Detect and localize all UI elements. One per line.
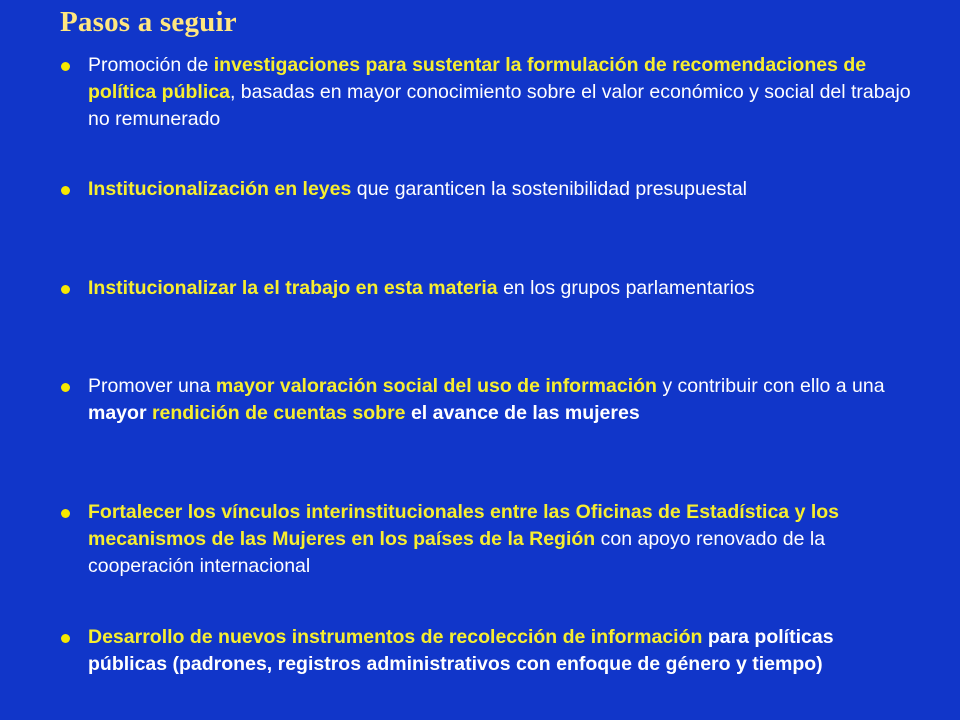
bullet-dot-icon [61,285,70,294]
bullet-item-2 [88,176,918,203]
bullet-item-6 [88,624,918,678]
segment: que garanticen la sostenibilidad presupuestal [351,178,748,200]
bullet-item-4 [88,373,918,427]
segment: , basadas en mayor conocimiento sobre el valor económico y social del trabajo no remunerado [88,81,911,130]
segment-highlight: Fortalecer los vínculos interinstitucionales entre las Oficinas de Estadística y los mecanismos de las Mujeres en los países de la Región [88,501,840,550]
bullet-dot-icon [61,383,70,392]
segment: Promoción de [88,54,214,76]
segment-bold: mayor [88,402,152,424]
segment-highlight: mayor valoración social del uso de información [215,375,657,397]
segment: con apoyo renovado de la cooperación internacional [88,528,826,577]
bullet-item-1 [88,52,918,133]
segment: y contribuir con ello a una [656,375,885,397]
segment-bold: para políticas públicas (padrones, registros administrativos con enfoque de género y tiempo) [88,626,834,675]
bullet-item-5 [88,499,918,580]
segment-highlight: Institucionalización en leyes [88,178,352,200]
segment-bold: el avance de las mujeres [405,402,640,424]
segment: en los grupos parlamentarios [497,277,755,299]
segment-highlight: Desarrollo de nuevos instrumentos de recolección de información [88,626,703,648]
segment: Promover una [88,375,216,397]
bullet-dot-icon [61,186,70,195]
bullet-dot-icon [61,634,70,643]
bullet-item-3 [88,275,918,302]
segment-highlight: investigaciones para sustentar la formulación de recomendaciones de política pública [88,54,867,103]
segment-highlight: Institucionalizar la el trabajo en esta materia [88,277,498,299]
bullet-dot-icon [61,509,70,518]
segment-highlight: rendición de cuentas sobre [151,402,406,424]
bullet-dot-icon [61,62,70,71]
slide-title: Pasos a seguir [60,6,237,38]
